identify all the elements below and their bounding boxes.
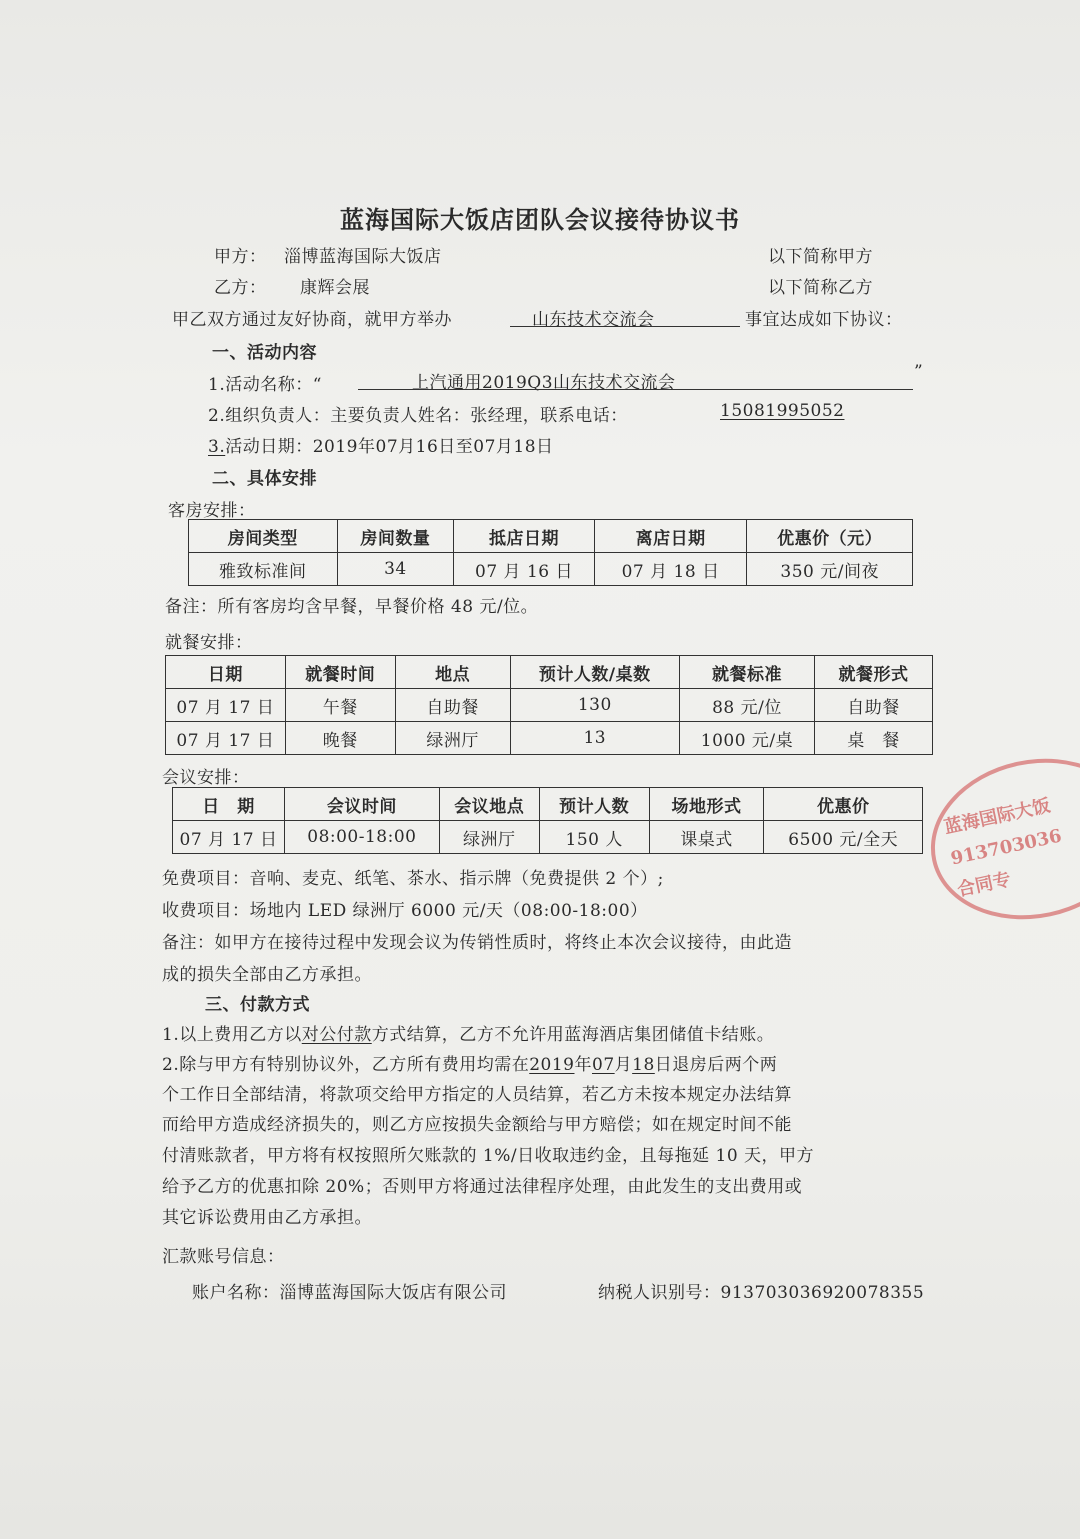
intro-post: 事宜达成如下协议： xyxy=(745,310,903,330)
seal-line-1: 蓝海国际大饭 xyxy=(942,795,1053,839)
dining-cell: 07 月 17 日 xyxy=(166,722,286,755)
intro-event-underline xyxy=(510,326,740,327)
dining-header-place: 地点 xyxy=(395,656,510,689)
party-b-abbr: 以下简称乙方 xyxy=(768,278,873,298)
organizer-label: 2.组织负责人：主要负责人姓名：张经理，联系电话： xyxy=(208,406,628,426)
table-row xyxy=(166,689,933,722)
rooms-header-count: 房间数量 xyxy=(337,520,454,553)
seal-line-2: 913703036 xyxy=(948,825,1064,870)
meeting-header-layout: 场地形式 xyxy=(649,788,764,821)
paid-items: 收费项目：场地内 LED 绿洲厅 6000 元/天（08:00-18:00） xyxy=(162,901,648,921)
meeting-note-line2: 成的损失全部由乙方承担。 xyxy=(162,965,372,985)
table-row xyxy=(166,722,933,755)
rooms-header-checkin: 抵店日期 xyxy=(454,520,595,553)
dining-label: 就餐安排： xyxy=(165,633,253,653)
payment-item-2 xyxy=(162,1050,777,1075)
rooms-table xyxy=(188,519,913,586)
dining-cell: 午餐 xyxy=(285,689,395,722)
dining-cell: 130 xyxy=(510,689,679,722)
rooms-cell-count: 34 xyxy=(337,553,454,586)
payment-month-unit: 月 xyxy=(614,1055,633,1075)
account-label: 汇款账号信息： xyxy=(162,1247,285,1267)
rooms-cell-checkout: 07 月 18 日 xyxy=(594,553,747,586)
account-name: 账户名称：淄博蓝海国际大饭店有限公司 xyxy=(192,1283,507,1303)
meeting-cell: 07 月 17 日 xyxy=(173,821,285,854)
rooms-cell-price: 350 元/间夜 xyxy=(747,553,913,586)
table-row xyxy=(173,821,923,854)
dining-cell: 88 元/位 xyxy=(679,689,814,722)
event-name-underline xyxy=(358,389,913,390)
payment-line-3: 而给甲方造成经济损失的，则乙方应按损失金额给与甲方赔偿；如在规定时间不能 xyxy=(162,1115,792,1135)
event-name-label: 1.活动名称：“ xyxy=(208,375,322,395)
meeting-table xyxy=(172,787,923,854)
dining-cell: 桌 餐 xyxy=(814,722,932,755)
meeting-cell: 绿洲厅 xyxy=(439,821,539,854)
meeting-cell: 08:00-18:00 xyxy=(285,821,440,854)
meeting-header-people: 预计人数 xyxy=(539,788,649,821)
meeting-label: 会议安排： xyxy=(162,768,250,788)
event-name-value: 上汽通用2019Q3山东技术交流会 xyxy=(412,373,676,393)
organizer-phone: 15081995052 xyxy=(720,401,845,421)
payment-item-2-pre: 2.除与甲方有特别协议外，乙方所有费用均需在 xyxy=(162,1055,530,1075)
rooms-header-type: 房间类型 xyxy=(189,520,338,553)
rooms-cell-checkin: 07 月 16 日 xyxy=(454,553,595,586)
party-b-name: 康辉会展 xyxy=(300,278,370,298)
dining-cell: 绿洲厅 xyxy=(395,722,510,755)
table-row xyxy=(166,656,933,689)
meeting-header-price: 优惠价 xyxy=(764,788,923,821)
meeting-cell: 6500 元/全天 xyxy=(764,821,923,854)
payment-item-1-post: 方式结算，乙方不允许用蓝海酒店集团储值卡结账。 xyxy=(371,1025,775,1045)
meeting-cell: 150 人 xyxy=(539,821,649,854)
payment-line-2: 个工作日全部结清，将款项交给甲方指定的人员结算，若乙方未按本规定办法结算 xyxy=(162,1085,792,1105)
dining-cell: 13 xyxy=(510,722,679,755)
rooms-cell-type: 雅致标准间 xyxy=(189,553,338,586)
section-3-heading: 三、付款方式 xyxy=(205,995,310,1015)
dining-header-people: 预计人数/桌数 xyxy=(510,656,679,689)
meeting-note-line1: 备注：如甲方在接待过程中发现会议为传销性质时，将终止本次会议接待，由此造 xyxy=(162,933,792,953)
document-title: 蓝海国际大饭店团队会议接待协议书 xyxy=(340,205,740,234)
dining-header-standard: 就餐标准 xyxy=(679,656,814,689)
section-2-heading: 二、具体安排 xyxy=(212,469,317,489)
meeting-cell: 课桌式 xyxy=(649,821,764,854)
table-row xyxy=(189,553,913,586)
seal-line-3: 合同专 xyxy=(955,869,1013,901)
payment-year-unit: 年 xyxy=(574,1055,592,1075)
party-a-abbr: 以下简称甲方 xyxy=(768,247,873,267)
intro-event: 山东技术交流会 xyxy=(532,310,655,330)
dining-cell: 晚餐 xyxy=(285,722,395,755)
table-row xyxy=(189,520,913,553)
rooms-header-checkout: 离店日期 xyxy=(594,520,747,553)
section-1-heading: 一、活动内容 xyxy=(212,343,317,363)
dining-header-date: 日期 xyxy=(166,656,286,689)
payment-month: 07 xyxy=(592,1055,615,1075)
payment-line-6: 其它诉讼费用由乙方承担。 xyxy=(162,1208,372,1228)
intro-pre: 甲乙双方通过友好协商，就甲方举办 xyxy=(172,310,452,330)
dining-table xyxy=(165,655,933,755)
event-name-close: ” xyxy=(914,362,924,382)
payment-line-4: 付清账款者，甲方将有权按照所欠账款的 1%/日收取违约金，且每拖延 10 天，甲方 xyxy=(162,1146,815,1166)
event-date-prefix xyxy=(208,432,554,457)
meeting-header-place: 会议地点 xyxy=(439,788,539,821)
dining-header-form: 就餐形式 xyxy=(814,656,932,689)
party-b-label: 乙方： xyxy=(214,278,267,298)
event-date-text: 活动日期：2019年07月16日至07月18日 xyxy=(225,437,554,457)
payment-day: 18 xyxy=(632,1055,655,1075)
party-a-label: 甲方： xyxy=(214,247,267,267)
event-date-number: 3. xyxy=(208,437,226,457)
dining-cell: 1000 元/桌 xyxy=(679,722,814,755)
party-a-name: 淄博蓝海国际大饭店 xyxy=(284,247,442,267)
meeting-header-time: 会议时间 xyxy=(285,788,440,821)
dining-cell: 07 月 17 日 xyxy=(166,689,286,722)
payment-item-1-pre: 1.以上费用乙方以 xyxy=(162,1025,302,1045)
payment-line-5: 给予乙方的优惠扣除 20%；否则甲方将通过法律程序处理，由此发生的支出费用或 xyxy=(162,1177,803,1197)
payment-item-1 xyxy=(162,1020,774,1045)
free-items: 免费项目：音响、麦克、纸笔、茶水、指示牌（免费提供 2 个）; xyxy=(162,869,664,889)
dining-header-time: 就餐时间 xyxy=(285,656,395,689)
table-row xyxy=(173,788,923,821)
payment-year: 2019 xyxy=(529,1055,575,1075)
dining-cell: 自助餐 xyxy=(395,689,510,722)
payment-method: 对公付款 xyxy=(301,1025,372,1045)
rooms-label: 客房安排： xyxy=(168,501,256,521)
tax-id: 纳税人识别号：913703036920078355 xyxy=(598,1283,925,1303)
rooms-note: 备注：所有客房均含早餐，早餐价格 48 元/位。 xyxy=(165,597,539,617)
payment-item-2-post: 日退房后两个两 xyxy=(654,1055,778,1075)
dining-cell: 自助餐 xyxy=(814,689,932,722)
rooms-header-price: 优惠价（元） xyxy=(747,520,913,553)
meeting-header-date: 日 期 xyxy=(173,788,285,821)
